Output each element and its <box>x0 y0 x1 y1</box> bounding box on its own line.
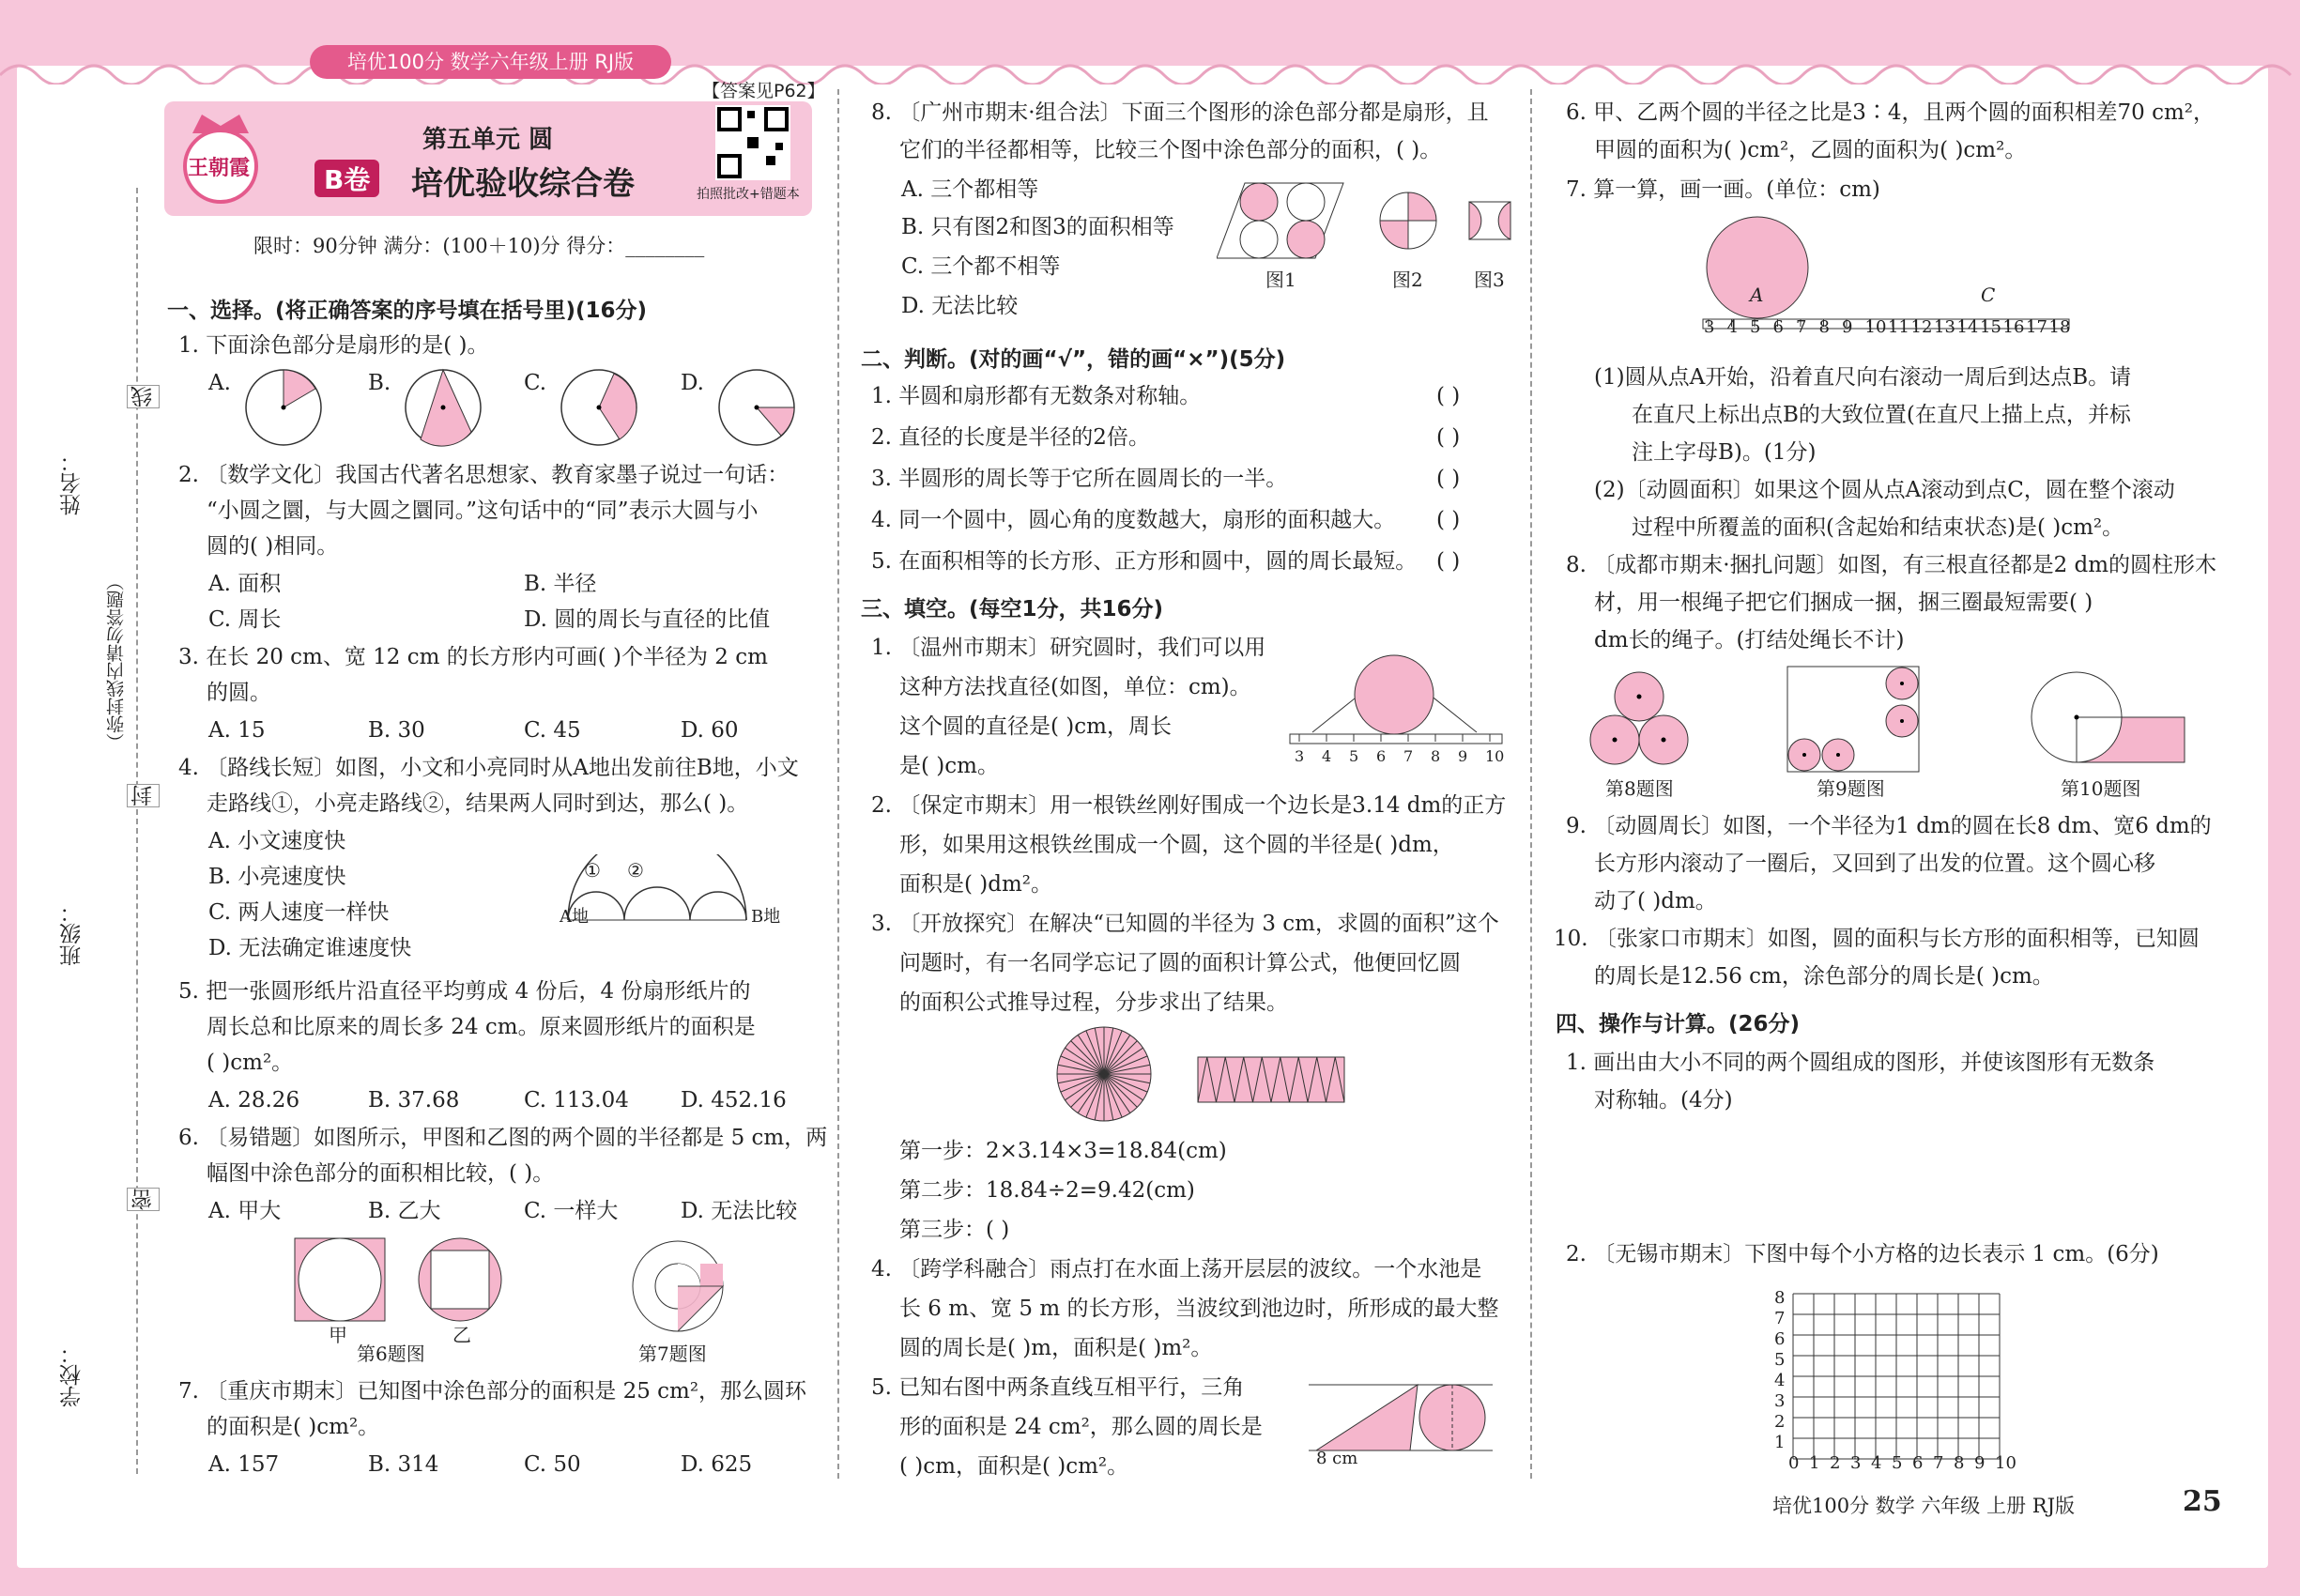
judge-3-answer[interactable]: ( ) <box>1436 467 1461 491</box>
f10-line-1: 10. 〔张家口市期末〕如图，圆的面积与长方形的面积相等，已知圆 <box>1554 927 2200 951</box>
ruler-tick-label: 5 <box>1349 747 1359 765</box>
f10-caption: 第10题图 <box>2061 777 2141 800</box>
q8-caption-3: 图3 <box>1474 269 1505 291</box>
ruler2-tick-label: 11 <box>1888 317 1909 337</box>
f8-caption: 第8题图 <box>1605 777 1674 800</box>
f3-step-1: 第一步：2×3.14×3=18.84(cm) <box>899 1139 1227 1163</box>
q6-caption: 第6题图 <box>357 1343 425 1365</box>
f3-line-1: 3. 〔开放探究〕在解决“已知圆的半径为 3 cm，求圆的面积”这个 <box>871 912 1499 936</box>
q5-text-b: 周长总和比原来的周长多 24 cm。原来圆形纸片的面积是 <box>207 1015 756 1039</box>
q8-figure-3 <box>1467 200 1514 242</box>
section-3-title: 三、填空。(每空1分，共16分) <box>861 597 1164 622</box>
f7-title: 7. 算一算，画一画。(单位：cm) <box>1566 177 1880 202</box>
q2-opt-c[interactable]: C. 周长 <box>208 607 282 632</box>
q7-opt-b[interactable]: B. 314 <box>368 1452 439 1477</box>
f2-line-2: 形，如果用这根铁丝围成一个圆，这个圆的半径是( )dm， <box>899 833 1454 857</box>
section-1-title: 一、选择。(将正确答案的序号填在括号里)(16分) <box>167 299 648 323</box>
q6-opt-a[interactable]: A. 甲大 <box>208 1199 282 1223</box>
f10-figure <box>2030 668 2189 772</box>
ruler-tick-label: 7 <box>1403 747 1414 765</box>
q7-ring-figure <box>627 1235 730 1339</box>
q8-caption-2: 图2 <box>1392 269 1423 291</box>
grid-x-label: 8 <box>1954 1453 1965 1473</box>
q2-opt-d[interactable]: D. 圆的周长与直径的比值 <box>524 607 771 632</box>
q3-text-b: 的圆。 <box>207 681 271 705</box>
q4-text: 4. 〔路线长短〕如图，小文和小亮同时从A地出发前往B地，小文 <box>178 756 799 780</box>
q5-opt-d[interactable]: D. 452.16 <box>681 1088 787 1113</box>
q4-opt-d[interactable]: D. 无法确定谁速度快 <box>208 936 412 960</box>
q3-opt-d[interactable]: D. 60 <box>681 718 739 743</box>
q1-figure-d <box>715 366 800 451</box>
f8-figure <box>1588 668 1692 772</box>
judge-1: 1. 半圆和扇形都有无数条对称轴。 <box>871 384 1202 408</box>
o1-line-2: 对称轴。(4分) <box>1594 1088 1733 1113</box>
q4-opt-a[interactable]: A. 小文速度快 <box>208 829 346 853</box>
grid-x-label: 9 <box>1974 1453 1986 1473</box>
f6-line-1: 6. 甲、乙两个圆的半径之比是3∶4，且两个圆的面积相差70 cm²， <box>1566 100 2216 125</box>
q5-text: 5. 把一张圆形纸片沿直径平均剪成 4 份后，4 份扇形纸片的 <box>178 979 751 1004</box>
mark-line: 线 <box>127 385 160 408</box>
q6-text-b: 幅图中涂色部分的面积相比较，( )。 <box>207 1161 555 1186</box>
grid-y-label: 7 <box>1774 1309 1786 1328</box>
binding-note: （弥封线内请勿答题） <box>106 573 127 751</box>
ruler2-tick-label: 10 <box>1864 317 1887 337</box>
grid-x-label: 3 <box>1850 1453 1862 1473</box>
ruler2-tick-label: 12 <box>1910 317 1933 337</box>
judge-5: 5. 在面积相等的长方形、正方形和圆中，圆的周长最短。 <box>871 549 1418 574</box>
f5-line-1: 5. 已知右图中两条直线互相平行，三角 <box>871 1375 1245 1400</box>
f4-line-2: 长 6 m、宽 5 m 的长方形，当波纹到池边时，所形成的最大整 <box>899 1297 1499 1321</box>
exam-meta: 限时：90分钟 满分：(100＋10)分 得分：________ <box>253 235 705 257</box>
q2-opt-a[interactable]: A. 面积 <box>208 572 282 596</box>
q5-opt-c[interactable]: C. 113.04 <box>524 1088 629 1113</box>
ruler2-tick-label: 9 <box>1842 317 1853 337</box>
ruler2-tick-label: 6 <box>1772 317 1784 337</box>
q2-text-c: 圆的( )相同。 <box>207 534 339 559</box>
answer-ref: 【答案见P62】 <box>702 81 825 101</box>
q6-text: 6. 〔易错题〕如图所示，甲图和乙图的两个圆的半径都是 5 cm，两 <box>178 1126 828 1150</box>
q8-opt-b[interactable]: B. 只有图2和图3的面积相等 <box>901 215 1174 239</box>
q6-opt-b[interactable]: B. 乙大 <box>368 1199 441 1223</box>
f7a-line-3: 注上字母B)。(1分) <box>1632 440 1817 465</box>
f8-line-1: 8. 〔成都市期末·捆扎问题〕如图，有三根直径都是2 dm的圆柱形木 <box>1566 553 2217 577</box>
f9-figure <box>1786 665 1922 777</box>
label-school: 学校： <box>60 1343 84 1407</box>
f10-line-2: 的周长是12.56 cm，涂色部分的周长是( )cm。 <box>1594 964 2054 989</box>
column-divider-1 <box>837 89 839 1479</box>
ruler-tick-label: 4 <box>1322 747 1332 765</box>
q4-opt-b[interactable]: B. 小亮速度快 <box>208 865 346 889</box>
grid-x-label: 4 <box>1871 1453 1882 1473</box>
grid-y-label: 8 <box>1774 1288 1786 1308</box>
column-divider-2 <box>1530 89 1532 1479</box>
grid-y-label: 5 <box>1774 1350 1786 1370</box>
q7-opt-c[interactable]: C. 50 <box>524 1452 581 1477</box>
q4-fig-label-1: ① <box>584 859 601 882</box>
q7-opt-d[interactable]: D. 625 <box>681 1452 753 1477</box>
f8-line-2: 材，用一根绳子把它们捆成一捆，捆三圈最短需要( ) <box>1594 591 2093 615</box>
section-2-title: 二、判断。(对的画“√”，错的画“×”)(5分) <box>861 347 1286 372</box>
q2-text-b: “小圆之圜，与大圆之圜同。”这句话中的“同”表示大圆与小 <box>207 499 759 523</box>
q5-opt-a[interactable]: A. 28.26 <box>208 1088 300 1113</box>
series-banner: 培优100分 数学六年级上册 RJ版 <box>310 45 671 79</box>
q4-text-b: 走路线①，小亮走路线②，结果两人同时到达，那么( )。 <box>207 791 749 816</box>
q6-opt-c[interactable]: C. 一样大 <box>524 1199 619 1223</box>
ruler2-tick-label: 5 <box>1750 317 1761 337</box>
f1-line-1: 1. 〔温州市期末〕研究圆时，我们可以用 <box>871 636 1266 660</box>
q7-opt-a[interactable]: A. 157 <box>208 1452 280 1477</box>
f8-line-3: dm长的绳子。(打结处绳长不计) <box>1594 628 1905 652</box>
q8-caption-1: 图1 <box>1265 269 1296 291</box>
ruler2-tick-label: 13 <box>1934 317 1955 337</box>
f3-rearranged-figure <box>1194 1051 1354 1108</box>
q4-fig-label-2: ② <box>627 859 644 882</box>
q8-opt-c[interactable]: C. 三个都不相等 <box>901 254 1061 279</box>
f3-line-3: 的面积公式推导过程，分步求出了结果。 <box>899 990 1288 1015</box>
q6-figure-yi <box>413 1235 516 1328</box>
q8-text-b: 它们的半径都相等，比较三个图中涂色部分的面积，( )。 <box>899 138 1442 162</box>
grid-x-label: 7 <box>1933 1453 1944 1473</box>
judge-1-answer[interactable]: ( ) <box>1436 384 1461 408</box>
grid-y-label: 1 <box>1774 1433 1786 1452</box>
grid-x-label: 2 <box>1830 1453 1841 1473</box>
o2-grid[interactable] <box>1784 1284 2018 1472</box>
label-class: 班级： <box>60 901 84 966</box>
ruler2-tick-label: 4 <box>1726 317 1738 337</box>
page-number: 25 <box>2183 1485 2222 1518</box>
f1-line-3: 这个圆的直径是( )cm，周长 <box>899 714 1172 739</box>
f7-point-c: C <box>1981 284 1996 306</box>
q7-text-b: 的面积是( )cm²。 <box>207 1415 380 1439</box>
grid-y-label: 3 <box>1774 1391 1786 1411</box>
grid-y-label: 6 <box>1774 1329 1786 1349</box>
f2-line-3: 面积是( )dm²。 <box>899 872 1053 897</box>
ruler2-tick-label: 16 <box>2002 317 2025 337</box>
section-4-title: 四、操作与计算。(26分) <box>1556 1012 1801 1036</box>
f3-line-2: 问题时，有一名同学忘记了圆的面积计算公式，他便回忆圆 <box>899 951 1461 975</box>
q7-caption: 第7题图 <box>638 1343 707 1365</box>
mark-seal: 封 <box>127 784 160 807</box>
grid-x-label: 10 <box>1995 1453 2016 1473</box>
f1-ruler-figure <box>1284 638 1510 770</box>
f7a-line-1: (1)圆从点A开始，沿着直尺向右滚动一周后到达点B。请 <box>1594 365 2132 390</box>
f1-line-2: 这种方法找直径(如图，单位：cm)。 <box>899 675 1251 699</box>
q8-text: 8. 〔广州市期末·组合法〕下面三个图形的涂色部分都是扇形，且 <box>871 100 1489 125</box>
q8-figure-1 <box>1217 178 1348 268</box>
f9-line-3: 动了( )dm。 <box>1594 889 1717 913</box>
ruler2-tick-label: 15 <box>1980 317 2001 337</box>
grid-x-label: 6 <box>1912 1453 1924 1473</box>
f3-step-3[interactable]: 第三步：( ) <box>899 1218 1010 1242</box>
q1-opt-b[interactable]: B. <box>368 371 391 395</box>
binding-line <box>136 188 138 1474</box>
f5-fig-label: 8 cm <box>1316 1449 1358 1468</box>
f3-step-2: 第二步：18.84÷2=9.42(cm) <box>899 1178 1195 1203</box>
q1-text: 1. 下面涂色部分是扇形的是( )。 <box>178 333 489 358</box>
f9-line-2: 长方形内滚动了一圈后，又回到了出发的位置。这个圆心移 <box>1594 852 2155 876</box>
q1-figure-c <box>558 366 642 451</box>
qr-code-icon[interactable] <box>715 105 790 180</box>
ruler-tick-label: 9 <box>1458 747 1468 765</box>
ruler2-tick-label: 7 <box>1796 317 1807 337</box>
paper-title: 培优验收综合卷 <box>411 165 635 203</box>
judge-4: 4. 同一个圆中，圆心角的度数越大，扇形的面积越大。 <box>871 508 1396 532</box>
q4-opt-c[interactable]: C. 两人速度一样快 <box>208 900 390 925</box>
q3-text: 3. 在长 20 cm、宽 12 cm 的长方形内可画( )个半径为 2 cm <box>178 645 768 669</box>
f9-line-1: 9. 〔动圆周长〕如图，一个半径为1 dm的圆在长8 dm、宽6 dm的 <box>1566 814 2212 838</box>
q6-figure-jia <box>291 1235 394 1328</box>
paper-badge: B卷 <box>314 160 379 197</box>
q1-opt-d[interactable]: D. <box>681 371 704 395</box>
ruler2-tick-label: 3 <box>1704 317 1715 337</box>
ruler-tick-label: 8 <box>1431 747 1441 765</box>
q7-text: 7. 〔重庆市期末〕已知图中涂色部分的面积是 25 cm²，那么圆环 <box>178 1379 807 1404</box>
f7b-line-2: 过程中所覆盖的面积(含起始和结束状态)是( )cm²。 <box>1632 515 2124 540</box>
q6-label-yi: 乙 <box>452 1324 471 1346</box>
q8-figure-2 <box>1375 188 1441 253</box>
footer-text: 培优100分 数学 六年级 上册 RJ版 <box>1772 1495 2076 1517</box>
q4-fig-label-b: B地 <box>751 907 781 927</box>
q3-opt-c[interactable]: C. 45 <box>524 718 581 743</box>
q1-opt-c[interactable]: C. <box>524 371 547 395</box>
unit-title: 第五单元 圆 <box>422 126 554 154</box>
grid-y-label: 2 <box>1774 1412 1786 1432</box>
f1-line-4: 是( )cm。 <box>899 754 999 778</box>
label-name: 姓名： <box>60 451 84 515</box>
q5-opt-b[interactable]: B. 37.68 <box>368 1088 460 1113</box>
f7-point-a: A <box>1750 284 1764 306</box>
f6-line-2: 甲圆的面积为( )cm²，乙圆的面积为( )cm²。 <box>1594 138 2027 162</box>
f7b-line-1: (2)〔动圆面积〕如果这个圆从点A滚动到点C，圆在整个滚动 <box>1594 478 2175 502</box>
judge-2: 2. 直径的长度是半径的2倍。 <box>871 425 1150 450</box>
mark-secret: 密 <box>127 1188 160 1211</box>
f2-line-1: 2. 〔保定市期末〕用一根铁丝刚好围成一个边长是3.14 dm的正方 <box>871 793 1507 818</box>
o1-drawing-area[interactable] <box>1566 1119 2204 1232</box>
judge-5-answer[interactable]: ( ) <box>1436 549 1461 574</box>
grid-x-label: 1 <box>1809 1453 1820 1473</box>
ruler-tick-label: 10 <box>1485 747 1505 765</box>
f7a-line-2: 在直尺上标出点B的大致位置(在直尺上描上点，并标 <box>1632 403 2131 427</box>
q6-opt-d[interactable]: D. 无法比较 <box>681 1199 798 1223</box>
grid-y-label: 4 <box>1774 1371 1786 1390</box>
judge-3: 3. 半圆形的周长等于它所在圆周长的一半。 <box>871 467 1288 491</box>
ruler2-tick-label: 17 <box>2026 317 2047 337</box>
ruler-tick-label: 3 <box>1295 747 1305 765</box>
q3-opt-b[interactable]: B. 30 <box>368 718 425 743</box>
ruler2-tick-label: 18 <box>2048 317 2071 337</box>
f5-line-2: 形的面积是 24 cm²，那么圆的周长是 <box>899 1415 1263 1439</box>
o1-line-1: 1. 画出由大小不同的两个圆组成的图形，并使该图形有无数条 <box>1566 1051 2155 1075</box>
q1-figure-b <box>402 366 486 451</box>
q6-label-jia: 甲 <box>329 1324 347 1346</box>
logo-text: 王朝霞 <box>188 156 251 180</box>
q4-fig-label-a: A地 <box>560 907 589 927</box>
grid-x-label: 5 <box>1892 1453 1903 1473</box>
q5-text-c: ( )cm²。 <box>207 1051 294 1075</box>
q2-opt-b[interactable]: B. 半径 <box>524 572 597 596</box>
q3-opt-a[interactable]: A. 15 <box>208 718 266 743</box>
judge-4-answer[interactable]: ( ) <box>1436 508 1461 532</box>
qr-caption: 拍照批改+错题本 <box>697 187 800 202</box>
q1-opt-a[interactable]: A. <box>208 371 231 395</box>
f4-line-1: 4. 〔跨学科融合〕雨点打在水面上荡开层层的波纹。一个水池是 <box>871 1257 1482 1281</box>
ruler2-tick-label: 8 <box>1818 317 1830 337</box>
q2-text: 2. 〔数学文化〕我国古代著名思想家、教育家墨子说过一句话： <box>178 463 790 487</box>
f5-parallel-figure <box>1307 1375 1495 1460</box>
grid-x-label: 0 <box>1788 1453 1800 1473</box>
o2-text: 2. 〔无锡市期末〕下图中每个小方格的边长表示 1 cm。(6分) <box>1566 1242 2159 1266</box>
f5-line-3: ( )cm，面积是( )cm²。 <box>899 1454 1129 1479</box>
ruler-tick-label: 6 <box>1376 747 1387 765</box>
judge-2-answer[interactable]: ( ) <box>1436 425 1461 450</box>
f4-line-3: 圆的周长是( )m，面积是( )m²。 <box>899 1336 1213 1360</box>
q8-opt-d[interactable]: D. 无法比较 <box>901 294 1019 318</box>
f3-circle-sectors <box>1053 1023 1157 1127</box>
ruler2-tick-label: 14 <box>1956 317 1979 337</box>
f9-caption: 第9题图 <box>1817 777 1885 800</box>
q1-figure-a <box>242 366 327 451</box>
q8-opt-a[interactable]: A. 三个都相等 <box>901 177 1039 202</box>
